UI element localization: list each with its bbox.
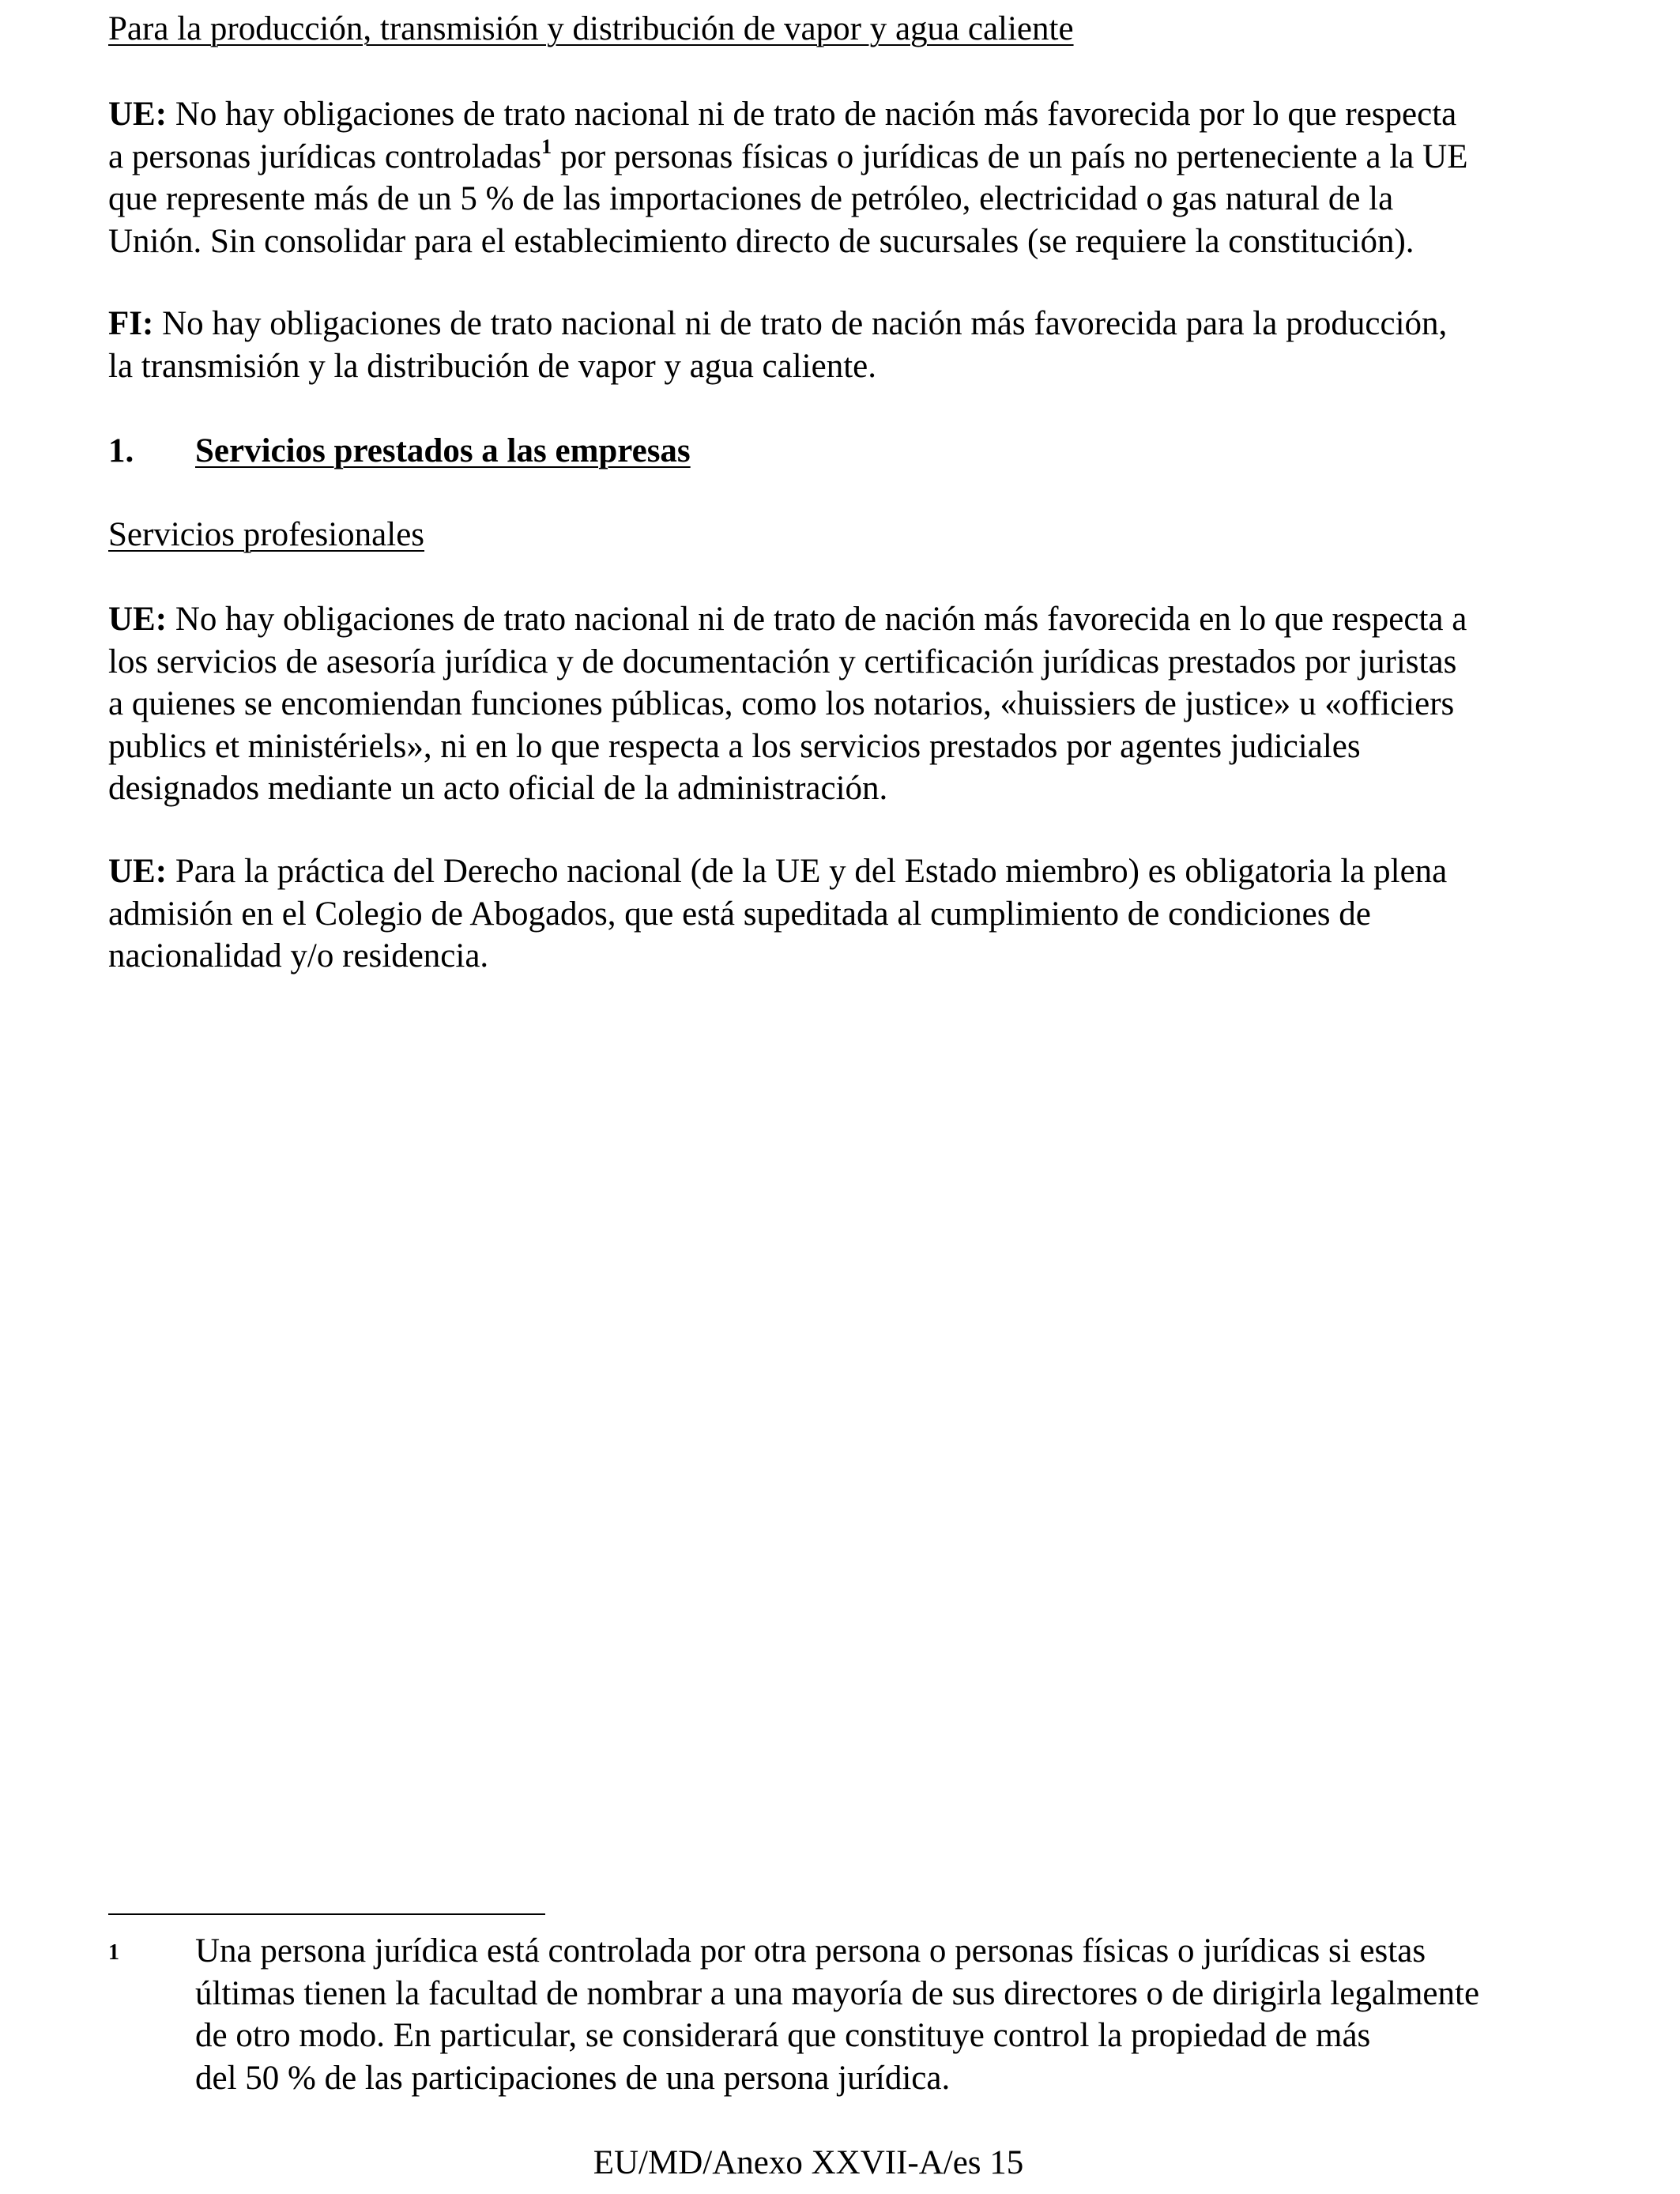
party-label-ue: UE: xyxy=(108,601,168,638)
paragraph-line: admisión en el Colegio de Abogados, que está supeditada al cumplimiento de condiciones de xyxy=(108,895,1371,933)
party-label-ue: UE: xyxy=(108,96,168,133)
paragraph-fi-steam xyxy=(108,303,1447,387)
footnote-line: del 50 % de las participaciones de una persona jurídica. xyxy=(195,2059,951,2097)
line-text: No hay obligaciones de trato nacional ni de trato de nación más favorecida para la producción, xyxy=(153,305,1448,342)
subheading-text: Servicios profesionales xyxy=(108,516,425,553)
heading-title: Servicios prestados a las empresas xyxy=(195,432,691,469)
heading-number: 1. xyxy=(108,432,134,469)
paragraph-line: la transmisión y la distribución de vapor y agua caliente. xyxy=(108,347,876,385)
section-title-steam-hot-water xyxy=(108,8,1074,51)
paragraph-ue-bar-admission xyxy=(108,850,1447,978)
paragraph-line: que represente más de un 5 % de las importaciones de petróleo, electricidad o gas natural de la xyxy=(108,180,1394,217)
paragraph-ue-legal-services xyxy=(108,598,1467,810)
heading-underline xyxy=(108,432,691,469)
paragraph-line: designados mediante un acto oficial de la administración. xyxy=(108,770,888,807)
footnote-reference[interactable]: 1 xyxy=(541,135,552,159)
line-text: No hay obligaciones de trato nacional ni de trato de nación más favorecida por lo que respecta xyxy=(167,96,1457,133)
line-text: No hay obligaciones de trato nacional ni de trato de nación más favorecida en lo que respecta a xyxy=(167,601,1467,638)
line-text: a personas jurídicas controladas xyxy=(108,138,542,175)
footnote-text xyxy=(195,1930,1594,2099)
footnote-separator xyxy=(108,1913,545,1915)
paragraph-line: nacionalidad y/o residencia. xyxy=(108,937,489,974)
paragraph-line: publics et ministériels», ni en lo que respecta a los servicios prestados por agentes judiciales xyxy=(108,727,1361,765)
footnote-line: Una persona jurídica está controlada por otra persona o personas físicas o jurídicas si estas xyxy=(195,1932,1426,1970)
page-footer-reference: EU/MD/Anexo XXVII-A/es 15 xyxy=(593,2144,1024,2181)
paragraph-ue-legal-persons xyxy=(108,93,1467,262)
line-text: por personas físicas o jurídicas de un país no perteneciente a la UE xyxy=(552,138,1468,175)
title-text: Para la producción, transmisión y distribución de vapor y agua caliente xyxy=(108,10,1074,47)
line-text: Para la práctica del Derecho nacional (de la UE y del Estado miembro) es obligatoria la plena xyxy=(167,853,1448,890)
paragraph-line xyxy=(108,303,1447,345)
paragraph-line: a quienes se encomiendan funciones públicas, como los notarios, «huissiers de justice» u «officiers xyxy=(108,685,1455,722)
party-label-ue: UE: xyxy=(108,853,168,890)
paragraph-line xyxy=(108,136,1467,179)
paragraph-line: los servicios de asesoría jurídica y de documentación y certificación jurídicas prestados por juristas xyxy=(108,643,1457,680)
footnote-line: últimas tienen la facultad de nombrar a una mayoría de sus directores o de dirigirla legalmente xyxy=(195,1974,1480,2012)
section-heading-business-services xyxy=(108,430,691,473)
party-label-fi: FI: xyxy=(108,305,154,342)
paragraph-line xyxy=(108,598,1467,641)
subheading-professional-services xyxy=(108,514,424,556)
paragraph-line xyxy=(108,850,1447,893)
footnote-mark: 1 xyxy=(108,1940,119,1965)
paragraph-line xyxy=(108,93,1467,136)
paragraph-line: Unión. Sin consolidar para el establecimiento directo de sucursales (se requiere la constitución). xyxy=(108,222,1414,260)
footnote-line: de otro modo. En particular, se considerará que constituye control la propiedad de más xyxy=(195,2017,1371,2054)
